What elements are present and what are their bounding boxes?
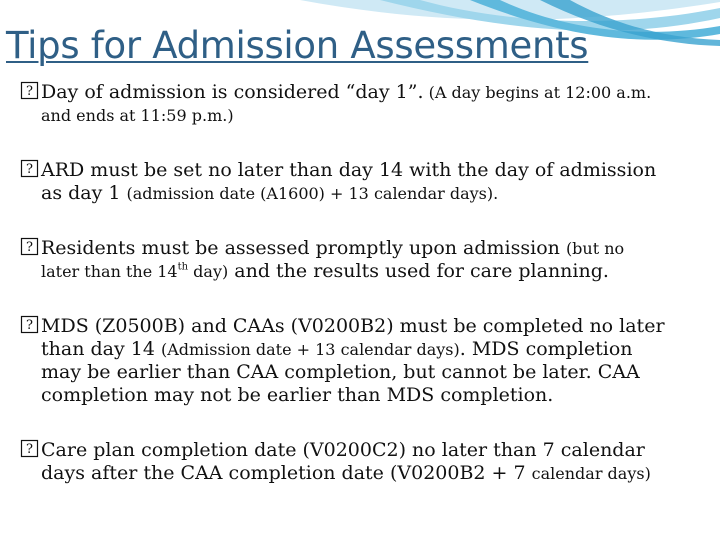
bullet-text: and ends at 11:59 p.m.) [41,106,234,125]
bullet-text: Residents must be assessed promptly upon admission [41,237,566,259]
bullet-text: ARD must be set no later than day 14 with the day of admission [41,159,657,181]
bullet-text: (but no [565,239,625,258]
bullet-line [20,80,712,104]
bullet-text: . MDS completion [459,338,633,360]
bullet-text: day) [188,262,229,281]
bullet-text: completion may not be earlier than MDS completion. [41,384,554,406]
bullet-text: than day 14 [41,338,161,360]
bullet-text: MDS (Z0500B) and CAAs (V0200B2) must be completed no later [41,315,665,337]
bullet-box-icon [20,236,41,257]
svg-text:?: ? [26,84,33,99]
bullet-box-icon [20,438,41,459]
ordinal-suffix: th [177,261,189,273]
bullet-text: and the results used for care planning. [228,260,609,282]
bullet-text: Day of admission is considered “day 1”. [41,81,424,103]
bullet-item-3 [20,236,712,283]
bullet-text: (Admission date + 13 calendar days) [160,340,460,359]
bullet-text: calendar days) [531,464,651,483]
bullet-line [20,158,712,182]
bullet-text: days after the CAA completion date (V0200B2 + 7 [41,462,532,484]
bullet-item-4 [20,314,712,407]
bullet-text: (admission date (A1600) + 13 calendar days). [126,184,499,203]
bullet-item-5 [20,438,712,485]
bullet-line [20,462,712,485]
svg-text:?: ? [26,318,33,333]
bullet-item-2 [20,158,712,205]
bullet-text: (A day begins at 12:00 a.m. [423,83,652,102]
slide-title: Tips for Admission Assessments [6,24,589,67]
bullet-line [20,182,712,205]
bullet-line [20,438,712,462]
bullet-line [20,236,712,260]
bullet-box-icon [20,158,41,179]
bullet-box-icon [20,80,41,101]
bullet-item-1 [20,80,712,127]
bullet-text: as day 1 [41,182,127,204]
svg-text:?: ? [26,162,33,177]
bullet-line [20,260,712,283]
bullet-text: later than the 14 [41,262,178,281]
bullet-box-icon [20,314,41,335]
svg-text:?: ? [26,240,33,255]
bullet-text: Care plan completion date (V0200C2) no later than 7 calendar [41,439,645,461]
svg-text:?: ? [26,442,33,457]
bullet-text: may be earlier than CAA completion, but cannot be later. CAA [41,361,640,383]
bullet-line [20,314,712,338]
bullet-line [20,338,712,361]
